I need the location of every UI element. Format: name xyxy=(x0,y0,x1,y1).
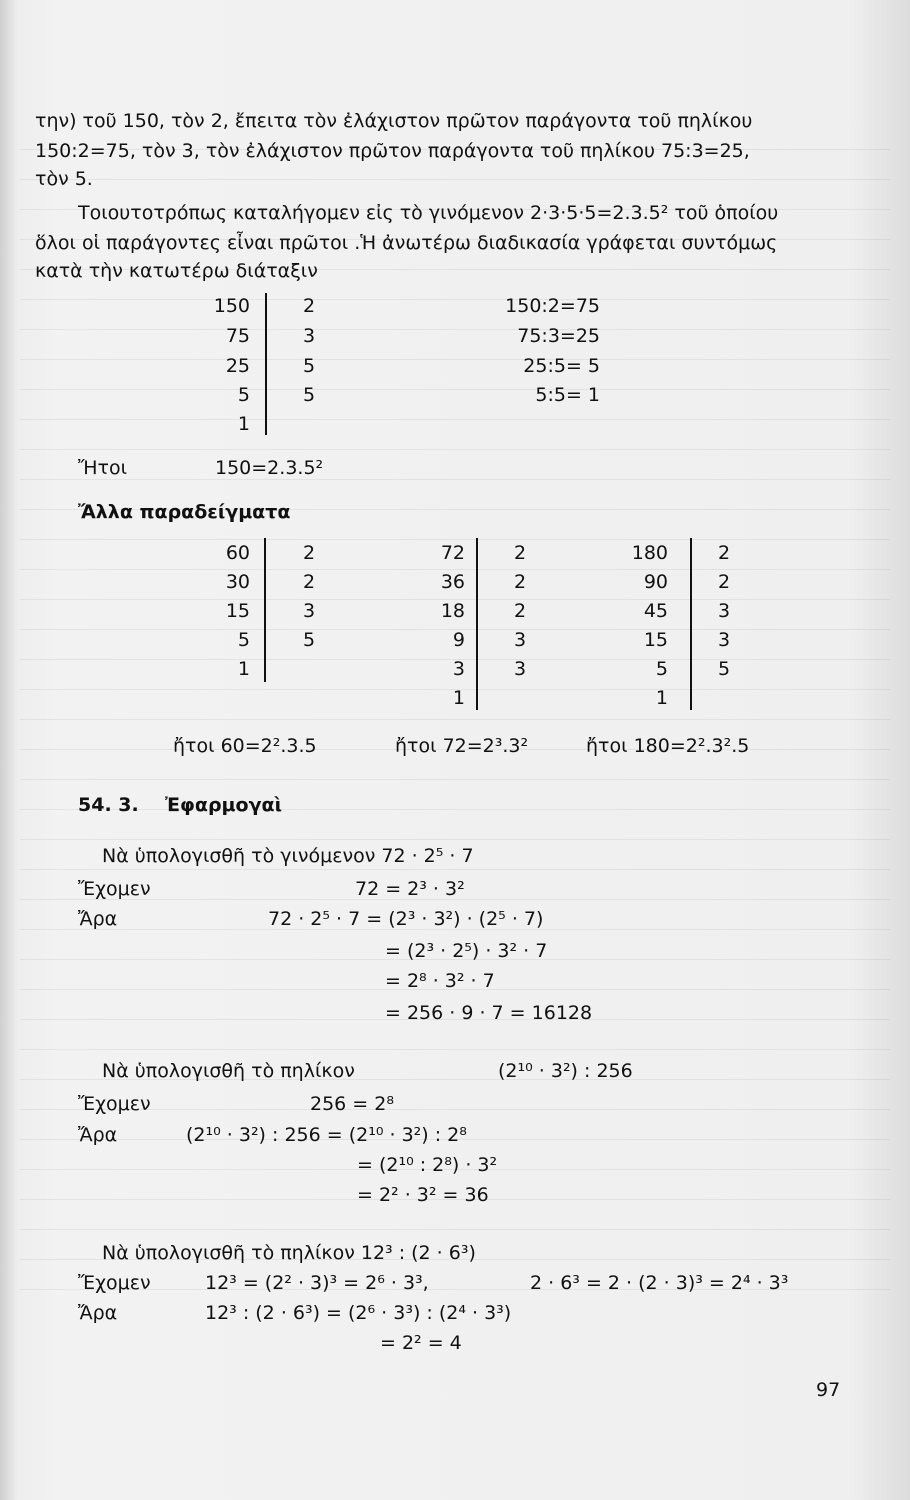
table180-divider xyxy=(690,538,692,710)
app1-step4: = 256 · 9 · 7 = 16128 xyxy=(385,1002,593,1024)
table60-right-3: 5 xyxy=(303,629,316,651)
intro-line-1: την) τοῦ 150, τὸν 2, ἔπειτα τὸν ἐλάχιστον πρῶτον παράγοντα τοῦ πηλίκου xyxy=(35,110,753,132)
examples-heading: Ἄλλα παραδείγματα xyxy=(78,501,291,523)
table72-right-0: 2 xyxy=(514,542,527,564)
table60-left-0: 60 xyxy=(225,542,250,564)
table72-left-1: 36 xyxy=(440,571,465,593)
app3-step2: = 2² = 4 xyxy=(380,1332,462,1354)
table150-right-1: 3 xyxy=(303,325,316,347)
table180-left-2: 45 xyxy=(643,600,668,622)
table180-right-4: 5 xyxy=(718,658,731,680)
app1-step3: = 2⁸ · 3² · 7 xyxy=(385,970,495,992)
table180-result: ἤτοι 180=2².3².5 xyxy=(586,735,750,757)
app2-so-label: Ἄρα xyxy=(78,1124,118,1146)
app3-prompt: Νὰ ὑπολογισθῆ τὸ πηλίκον 12³ : (2 · 6³) xyxy=(102,1242,476,1264)
table72-left-0: 72 xyxy=(440,542,465,564)
intro-line-4: Τοιουτοτρόπως καταλήγομεν εἰς τὸ γινόμενον 2·3·5·5=2.3.5² τοῦ ὁποίου xyxy=(78,202,779,224)
table72-divider xyxy=(476,538,478,710)
table72-right-1: 2 xyxy=(514,571,527,593)
table60-left-3: 5 xyxy=(237,629,250,651)
section-title: Ἐφαρμογαὶ xyxy=(165,794,282,816)
table72-right-4: 3 xyxy=(514,658,527,680)
table150-right-0: 2 xyxy=(303,295,316,317)
table60-right-1: 2 xyxy=(303,571,316,593)
app1-so-label: Ἄρα xyxy=(78,908,118,930)
table180-right-0: 2 xyxy=(718,542,731,564)
table72-right-3: 3 xyxy=(514,629,527,651)
table60-left-4: 1 xyxy=(237,658,250,680)
app1-have: 72 = 2³ · 3² xyxy=(355,878,465,900)
app2-step3: = 2² · 3² = 36 xyxy=(357,1184,489,1206)
app3-so-label: Ἄρα xyxy=(78,1302,118,1324)
table150-left-3: 5 xyxy=(237,384,250,406)
table60-divider xyxy=(264,538,266,682)
table60-left-1: 30 xyxy=(225,571,250,593)
table180-left-4: 5 xyxy=(655,658,668,680)
app3-have-2: 2 · 6³ = 2 · (2 · 3)³ = 2⁴ · 3³ xyxy=(530,1272,789,1294)
table180-right-3: 3 xyxy=(718,629,731,651)
table150-left-1: 75 xyxy=(225,325,250,347)
table60-right-0: 2 xyxy=(303,542,316,564)
app2-have-label: Ἔχομεν xyxy=(78,1093,151,1115)
table150-left-0: 150 xyxy=(213,295,250,317)
table180-right-2: 3 xyxy=(718,600,731,622)
intro-line-6: κατὰ τὴν κατωτέρω διάταξιν xyxy=(35,260,318,282)
app1-have-label: Ἔχομεν xyxy=(78,878,151,900)
table150-op-3: 5:5= 1 xyxy=(535,384,600,406)
table180-left-5: 1 xyxy=(655,687,668,709)
table150-left-4: 1 xyxy=(237,413,250,435)
table60-right-2: 3 xyxy=(303,600,316,622)
table180-right-1: 2 xyxy=(718,571,731,593)
intro-line-3: τὸν 5. xyxy=(35,168,93,190)
table150-op-0: 150:2=75 xyxy=(505,295,600,317)
table150-op-2: 25:5= 5 xyxy=(523,355,600,377)
table72-left-2: 18 xyxy=(440,600,465,622)
table72-left-4: 3 xyxy=(452,658,465,680)
app3-step1: 12³ : (2 · 6³) = (2⁶ · 3³) : (2⁴ · 3³) xyxy=(205,1302,512,1324)
page-number: 97 xyxy=(816,1379,841,1401)
app1-step1: 72 · 2⁵ · 7 = (2³ · 3²) · (2⁵ · 7) xyxy=(268,908,544,930)
app3-have-label: Ἔχομεν xyxy=(78,1272,151,1294)
table72-left-3: 9 xyxy=(452,629,465,651)
app1-prompt: Νὰ ὑπολογισθῆ τὸ γινόμενον 72 · 2⁵ · 7 xyxy=(102,845,474,867)
table72-result: ἤτοι 72=2³.3² xyxy=(395,735,529,757)
result150-expr: 150=2.3.5² xyxy=(215,457,324,479)
table180-left-1: 90 xyxy=(643,571,668,593)
app3-have-1: 12³ = (2² · 3)³ = 2⁶ · 3³, xyxy=(205,1272,429,1294)
table150-right-3: 5 xyxy=(303,384,316,406)
bleed-through-texture xyxy=(20,140,890,1290)
intro-line-2: 150:2=75, τὸν 3, τὸν ἐλάχιστον πρῶτον παράγοντα τοῦ πηλίκου 75:3=25, xyxy=(35,140,750,162)
table150-right-2: 5 xyxy=(303,355,316,377)
app2-step1: (2¹⁰ · 3²) : 256 = (2¹⁰ · 3²) : 2⁸ xyxy=(186,1124,467,1146)
table150-left-2: 25 xyxy=(225,355,250,377)
table180-left-0: 180 xyxy=(631,542,668,564)
table72-right-2: 2 xyxy=(514,600,527,622)
app2-have: 256 = 2⁸ xyxy=(310,1093,394,1115)
table180-left-3: 15 xyxy=(643,629,668,651)
app1-step2: = (2³ · 2⁵) · 3² · 7 xyxy=(385,940,548,962)
result150-label: Ἤτοι xyxy=(78,457,128,479)
app2-prompt: Νὰ ὑπολογισθῆ τὸ πηλίκον xyxy=(102,1060,355,1082)
app2-prompt-expr: (2¹⁰ · 3²) : 256 xyxy=(498,1060,633,1082)
table72-left-5: 1 xyxy=(452,687,465,709)
section-number: 54. 3. xyxy=(78,794,139,816)
table150-op-1: 75:3=25 xyxy=(517,325,600,347)
table60-result: ἤτοι 60=2².3.5 xyxy=(173,735,317,757)
table150-divider xyxy=(265,293,267,435)
app2-step2: = (2¹⁰ : 2⁸) · 3² xyxy=(357,1154,498,1176)
table60-left-2: 15 xyxy=(225,600,250,622)
intro-line-5: ὅλοι οἱ παράγοντες εἶναι πρῶτοι .Ἡ ἀνωτέρω διαδικασία γράφεται συντόμως xyxy=(35,232,778,254)
